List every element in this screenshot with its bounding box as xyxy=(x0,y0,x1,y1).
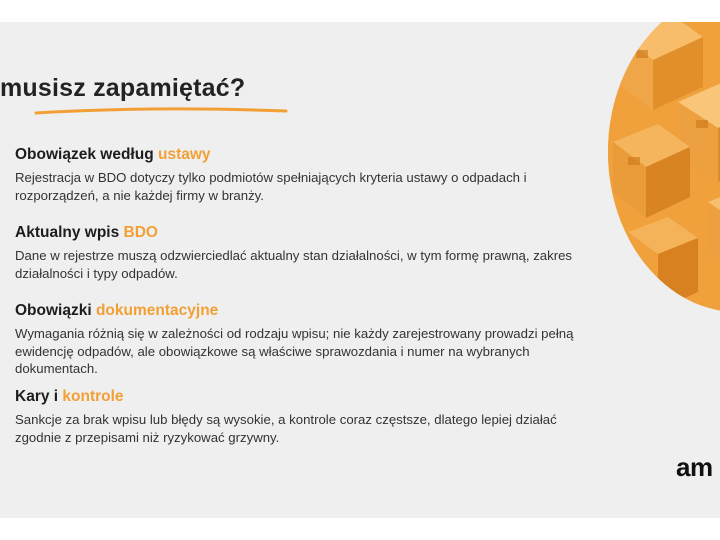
section-dokumentacja xyxy=(15,302,575,378)
section-body: Wymagania różnią się w zależności od rodzaju wpisu; nie każdy zarejestrowany prowadzi pełną ewidencję odpadów, ale obowiązkowe są właściwe sprawozdania i numer na wybranych dokumentach. xyxy=(15,326,574,376)
slide xyxy=(0,22,720,518)
section-heading: Aktualny wpis BDO xyxy=(15,224,158,241)
section-heading: Kary i kontrole xyxy=(15,388,124,405)
heading-accent: dokumentacyjne xyxy=(95,302,219,319)
section-body: Rejestracja w BDO dotyczy tylko podmiotów spełniających kryteria ustawy o odpadach i rozporządzeń, a nie każdej firmy w branży. xyxy=(15,170,527,203)
brand-logo-text: am xyxy=(676,452,713,482)
section-body: Dane w rejestrze muszą odzwierciedlać aktualny stan działalności, w tym formę prawną, zakres działalności i typy odpadów. xyxy=(15,248,573,281)
section-heading: Obowiązki dokumentacyjne xyxy=(15,302,219,319)
section-wpis xyxy=(15,224,575,282)
bottom-margin xyxy=(0,518,720,540)
heading-accent: BDO xyxy=(123,224,158,241)
heading-accent: kontrole xyxy=(62,388,124,405)
section-body: Sankcje za brak wpisu lub błędy są wysokie, a kontrole coraz częstsze, dlatego lepiej działać zgodnie z przepisami niż ryzykować grzywny. xyxy=(15,412,557,445)
section-heading: Obowiązek według ustawy xyxy=(15,146,211,163)
decorative-boxes-image xyxy=(608,22,720,312)
heading-accent: ustawy xyxy=(157,146,211,163)
slide-title: musisz zapamiętać? xyxy=(0,74,246,102)
title-underline xyxy=(0,104,300,118)
section-ustawa xyxy=(15,146,575,204)
section-kary xyxy=(15,388,575,446)
